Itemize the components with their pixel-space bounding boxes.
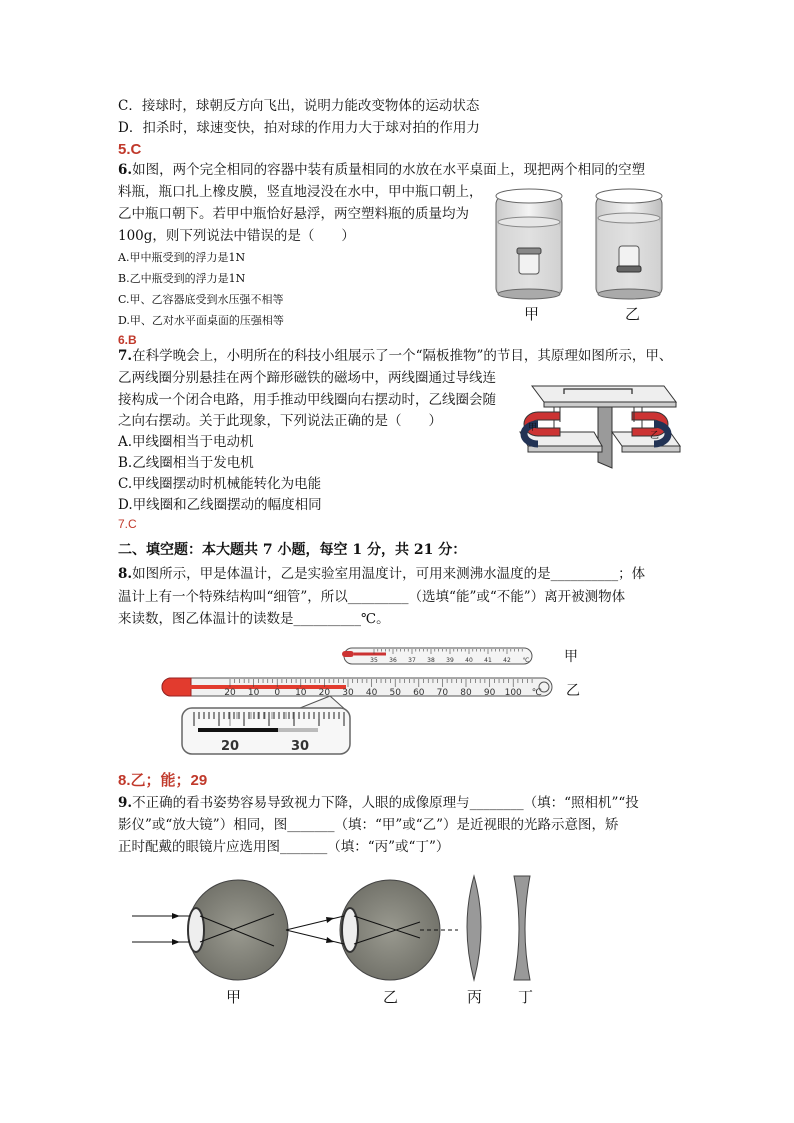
bigTicks-label: 90 (483, 688, 496, 698)
bigTicks-label: 100 (504, 688, 522, 698)
bigTicks-label: 20 (318, 688, 331, 698)
q9-label-ding: 丁 (518, 988, 534, 1006)
q7-option-b: B.乙线圈相当于发电机 (118, 455, 254, 471)
q6-line1 (118, 160, 645, 181)
q6-label-yi: 乙 (625, 305, 641, 323)
bigTicks-label: 0 (274, 688, 281, 698)
clinical-thermometer (342, 648, 532, 664)
bigTicks-label: 10 (247, 688, 260, 698)
q9-line1 (118, 793, 639, 814)
q9-label-bing: 丙 (467, 988, 483, 1006)
q7-label-yi: 乙 (650, 431, 660, 441)
beaker-yi (596, 189, 662, 299)
q6-option-b: B.乙中瓶受到的浮力是1N (118, 272, 246, 285)
q6-option-c: C.甲、乙容器底受到水压强不相等 (118, 293, 284, 306)
q9-label-yi: 乙 (383, 988, 399, 1006)
eye-yi (286, 880, 458, 980)
q6-text1: 如图，两个完全相同的容器中装有质量相同的水放在水平桌面上，现把两个相同的空塑 (132, 162, 646, 178)
smallTicks-label: 42 (503, 657, 511, 664)
q7-text1: 在科学晚会上，小明所在的科技小组展示了一个“隔板推物”的节目，其原理如图所示，甲、 (132, 348, 673, 364)
lab-thermometer (162, 678, 552, 698)
smallTicks-label: 36 (389, 657, 397, 664)
q6-answer: 6.B (118, 333, 137, 347)
q5-option-c: C．接球时，球朝反方向飞出，说明力能改变物体的运动状态 (118, 98, 480, 114)
bigTicks-label: 10 (295, 688, 307, 698)
bigTicks-label: 20 (224, 688, 236, 698)
eye-jia (132, 880, 288, 980)
q7-line3: 接构成一个闭合电路，用手推动甲线圈向右摆动时，乙线圈会随 (118, 392, 496, 408)
smallTicks-label: 38 (427, 657, 435, 664)
q7-number: 7. (118, 348, 133, 364)
q7-line4: 之向右摆动。关于此现象，下列说法正确的是（ ） (118, 413, 442, 429)
q7-label-jia: 甲 (528, 423, 538, 433)
q6-line2: 料瓶，瓶口扎上橡皮膜，竖直地浸没在水中，甲中瓶口朝上， (118, 184, 483, 200)
q9-eye-figure (128, 872, 568, 982)
q6-label-jia: 甲 (524, 305, 540, 323)
smallTicks-label: 41 (484, 657, 492, 664)
q9-text1: 不正确的看书姿势容易导致视力下降，人眼的成像原理与________（填：“照相机”“投 (132, 795, 639, 811)
q6-option-d: D.甲、乙对水平面桌面的压强相等 (118, 314, 284, 327)
convex-lens (467, 876, 481, 980)
q6-option-a: A.甲中瓶受到的浮力是1N (118, 251, 246, 264)
q8-line3: 来读数，图乙体温计的读数是__________℃。 (118, 611, 390, 627)
section-title-fill-blank: 二、填空题：本大题共 7 小题，每空 1 分，共 21 分： (118, 542, 467, 558)
q8-thermometer-figure (158, 640, 578, 758)
q5-answer: 5.C (118, 141, 142, 158)
q7-answer: 7.C (118, 517, 137, 531)
q6-line3: 乙中瓶口朝下。若甲中瓶恰好悬浮，两空塑料瓶的质量均为 (118, 206, 469, 222)
q7-option-d: D.甲线圈和乙线圈摆动的幅度相同 (118, 497, 322, 513)
q9-line2: 影仪”或“放大镜”）相同，图_______（填：“甲”或“乙”）是近视眼的光路示意图，矫 (118, 817, 619, 833)
smallTicks-label: 35 (370, 657, 378, 664)
q8-answer: 8.乙；能；29 (118, 772, 208, 789)
smallTicks-label: ℃ (522, 657, 530, 664)
bigTicks-label: 60 (413, 688, 425, 698)
q7-line2: 乙两线圈分别悬挂在两个蹄形磁铁的磁场中，两线圈通过导线连 (118, 370, 496, 386)
q7-line1 (118, 346, 672, 367)
q9-line3: 正时配戴的眼镜片应选用图_______（填：“丙”或“丁”） (118, 839, 450, 855)
bigTicks-label: ℃ (531, 688, 542, 698)
q8-label-jia: 甲 (564, 649, 578, 665)
bigTicks-label: 40 (365, 688, 378, 698)
bigTicks-label: 70 (436, 688, 449, 698)
zoomTicks-label: 20 (220, 739, 240, 754)
q7-option-a: A.甲线圈相当于电动机 (118, 434, 254, 450)
q9-label-jia: 甲 (226, 988, 242, 1006)
bigTicks-label: 50 (389, 688, 401, 698)
q5-option-d: D．扣杀时，球速变快，拍对球的作用力大于球对拍的作用力 (118, 120, 480, 136)
q8-label-yi: 乙 (566, 683, 580, 699)
q8-line2: 温计上有一个特殊结构叫“细管”，所以_________（选填“能”或“不能”）离开被测物体 (118, 589, 626, 605)
q8-text1: 如图所示，甲是体温计，乙是实验室用温度计，可用来测沸水温度的是__________；体 (132, 566, 646, 582)
q6-beakers-figure (490, 186, 680, 326)
q8-number: 8. (118, 566, 133, 582)
beaker-jia (496, 189, 562, 299)
q6-line4: 100g，则下列说法中错误的是（ ） (118, 228, 355, 244)
zoomTicks-label: 30 (290, 739, 310, 754)
q9-number: 9. (118, 795, 133, 811)
smallTicks-label: 40 (465, 657, 473, 664)
concave-lens (514, 876, 530, 980)
bigTicks-label: 30 (342, 688, 354, 698)
bigTicks-label: 80 (460, 688, 472, 698)
q7-option-c: C.甲线圈摆动时机械能转化为电能 (118, 476, 322, 492)
zoom-callout (182, 696, 350, 754)
q6-number: 6. (118, 162, 133, 178)
smallTicks-label: 37 (408, 657, 416, 664)
q8-line1 (118, 564, 645, 585)
smallTicks-label: 39 (446, 657, 454, 664)
